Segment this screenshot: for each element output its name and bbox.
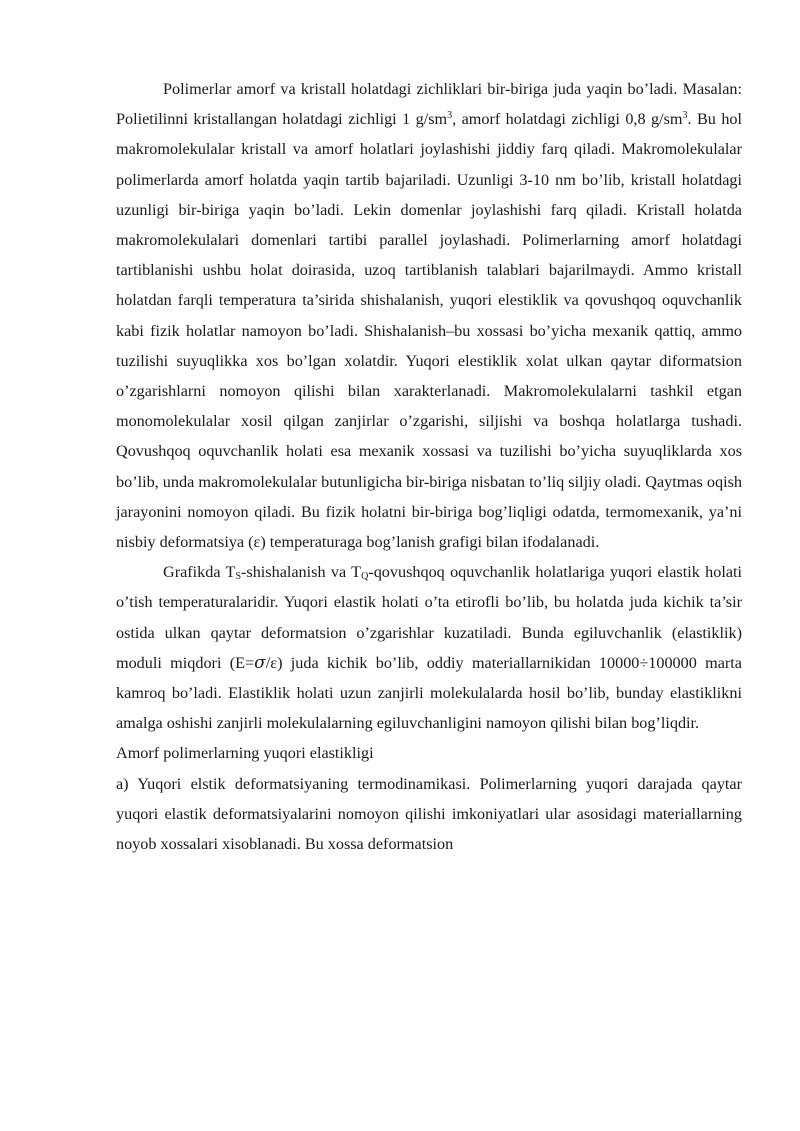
- paragraph-text: , amorf holatdagi zichligi 0,8 g/sm: [452, 110, 683, 129]
- paragraph-text: Polimerlar amorf va kristall holatdagi zichliklari bir-biriga juda yaqin bo’ladi. Masalan: Polietilinni kristallangan holatdagi zichligi 1 g/sm: [116, 80, 742, 129]
- paragraph-text: -shishalanish va T: [241, 563, 362, 582]
- paragraph-text: Grafikda T: [163, 563, 236, 582]
- document-page: [116, 74, 742, 859]
- section-heading: Amorf polimerlarning yuqori elastikligi: [116, 744, 374, 763]
- paragraph-text: /ε) juda kichik bo’lib, oddiy materiallarnikidan 10000÷100000 marta kamroq bo’ladi. Elastiklik holati uzun zanjirli molekulalarda hosil bo’lib, bunday elastiklikni amalga oshishi zanjirli molekulalarning egiluvchanligini namoyon qilishi bilan bog’liqdir.: [116, 653, 742, 733]
- paragraph-amorphous-crystalline: [116, 74, 742, 557]
- paragraph-text: -qovushqoq oquvchanlik holatlariga yuqori elastik holati o’tish temperaturalaridir. Yuqori elastik holati o’ta etirofli bo’lib, bu holatda juda kichik ta’sir ostida ulkan qaytar deformatsion o’zgarishlar kuzatiladi. Bunda egiluvchanlik (elastiklik) moduli miqdori (E=: [116, 563, 743, 672]
- paragraph-text: . Bu hol makromolekulalar kristall va amorf holatlari joylashishi jiddiy farq qiladi. Makromolekulalar polimerlarda amorf holatda yaqin tartib bajariladi. Uzunligi 3-10 nm bo’lib, kristall holatdagi uzunligi bir-biriga yaqin bo’ladi. Lekin domenlar joylashishi farq qiladi. Kristall holatda makromolekulalari domenlari tartibi parallel joylashadi. Polimerlarning amorf holatdagi tartiblanishi ushbu holat doirasida, uzoq tartiblanish talablari bajarilmaydi. Ammo kristall holatdan farqli temperatura ta’sirida shishalanish, yuqori elestiklik va qovushqoq oquvchanlik kabi fizik holatlar namoyon bo’ladi. Shishalanish–bu xossasi bo’yicha mexanik qattiq, ammo tuzilishi suyuqlikka xos bo’lgan xolatdir. Yuqori elestiklik xolat ulkan qaytar diformatsion o’zgarishlarni nomoyon qilishi bilan xarakterlanadi. Makromolekulalarni tashkil etgan monomolekulalar xosil qilgan zanjirlar o’zgarishi, siljishi va boshqa holatlarga tushadi. Qovushqoq oquvchanlik holati esa mexanik xossasi va tuzilishi bo’yicha suyuqliklarda xos bo’lib, unda makromolekulalar butunligicha bir-biriga nisbatan to’liq siljiy oladi. Qaytmas oqish jarayonini nomoyon qiladi. Bu fizik holatni bir-biriga bog’liqligi odatda, termomexanik, ya’ni nisbiy deformatsiya (ε) temperaturaga bog’lanish grafigi bilan ifodalanadi.: [116, 110, 742, 552]
- subscript-s: S: [235, 571, 242, 583]
- paragraph-transition-temperatures: [116, 557, 742, 738]
- paragraph-thermodynamics: a) Yuqori elstik deformatsiyaning termodinamikasi. Polimerlarning yuqori darajada qaytar yuqori elastik deformatsiyalarini nomoyon qilishi imkoniyatlari ular asosidagi materiallarning noyob xossalari xisoblanadi. Bu xossa deformatsion: [116, 774, 742, 854]
- superscript-3: 3: [447, 110, 453, 122]
- superscript-3: 3: [682, 110, 688, 122]
- sigma-symbol: σ: [254, 652, 266, 673]
- subscript-q: Q: [361, 571, 369, 583]
